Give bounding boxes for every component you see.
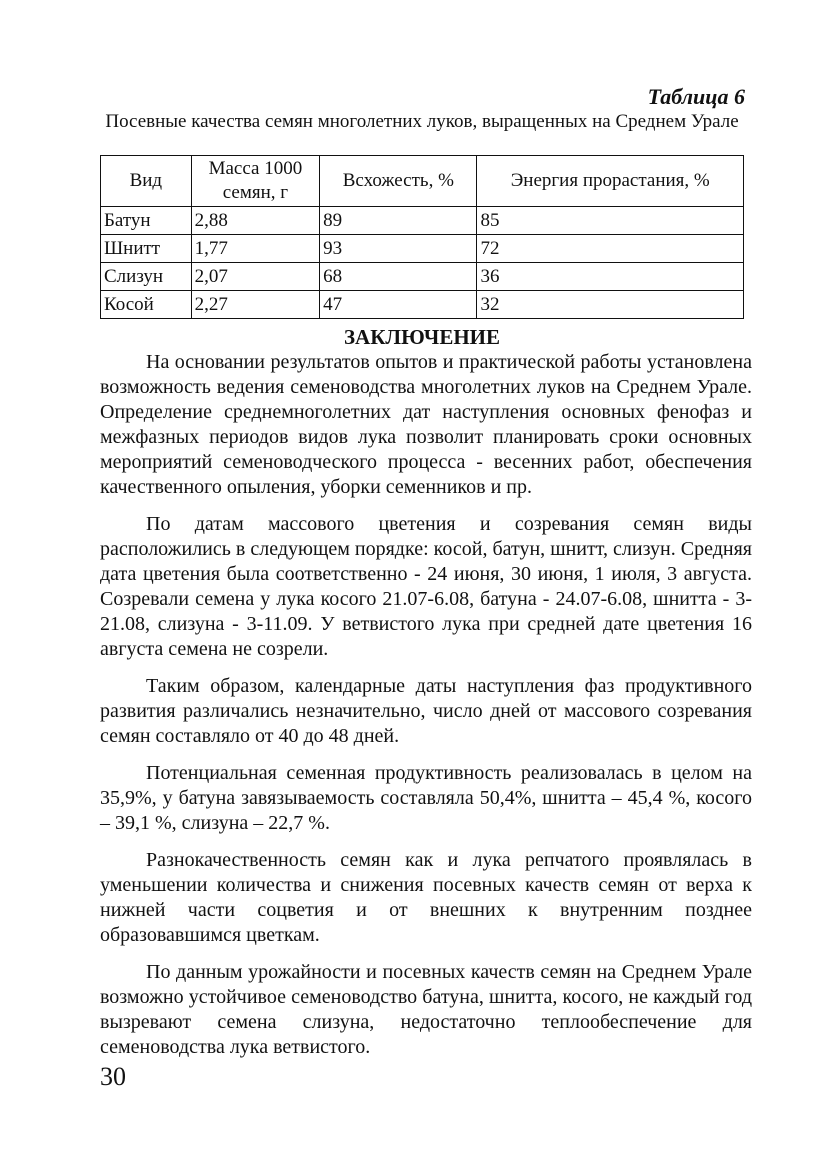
cell-energy: 32: [477, 291, 744, 319]
body-text: [100, 350, 752, 1072]
page-number: 30: [100, 1062, 126, 1091]
section-heading-conclusion: ЗАКЛЮЧЕНИЕ: [343, 325, 501, 349]
table-header-row: [101, 156, 744, 207]
cell-species: Косой: [101, 291, 192, 319]
cell-mass: 2,88: [191, 207, 319, 235]
cell-energy: 36: [477, 263, 744, 291]
seed-quality-table: [100, 155, 744, 319]
header-species: Вид: [101, 156, 192, 207]
cell-energy: 85: [477, 207, 744, 235]
table-row: [101, 263, 744, 291]
cell-mass: 2,27: [191, 291, 319, 319]
paragraph: По данным урожайности и посевных качеств семян на Среднем Урале возможно устойчивое семеноводство батуна, шнитта, косого, не каждый год вызревают семена слизуна, недостаточно теплообеспечение для семеноводства лука ветвистого.: [100, 961, 752, 1058]
cell-germination: 68: [320, 263, 477, 291]
paragraph: Разнокачественность семян как и лука репчатого проявлялась в уменьшении количества и снижения посевных качеств семян от верха к нижней части соцветия и от внешних к внутренним позднее образовавшимся цветкам.: [100, 849, 752, 946]
cell-germination: 89: [320, 207, 477, 235]
cell-mass: 1,77: [191, 235, 319, 263]
paragraph: Потенциальная семенная продуктивность реализовалась в целом на 35,9%, у батуна завязываемость составляла 50,4%, шнитта – 45,4 %, косого – 39,1 %, слизуна – 22,7 %.: [100, 762, 752, 834]
cell-species: Слизун: [101, 263, 192, 291]
cell-germination: 47: [320, 291, 477, 319]
table-row: [101, 235, 744, 263]
table-caption: Посевные качества семян многолетних луков, выращенных на Среднем Урале: [105, 111, 739, 132]
paragraph: На основании результатов опытов и практической работы установлена возможность ведения семеноводства многолетних луков на Среднем Урале. Определение среднемноголетних дат наступления основных фенофаз и межфазных периодов видов лука позволит планировать сроки основных мероприятий семеноводческого процесса - весенних работ, обеспечения качественного опыления, уборки семенников и пр.: [100, 351, 752, 498]
cell-species: Батун: [101, 207, 192, 235]
table-label: Таблица 6: [647, 84, 745, 109]
header-mass-1000: Масса 1000 семян, г: [191, 156, 319, 207]
cell-germination: 93: [320, 235, 477, 263]
cell-energy: 72: [477, 235, 744, 263]
cell-mass: 2,07: [191, 263, 319, 291]
table-row: [101, 291, 744, 319]
table-row: [101, 207, 744, 235]
paragraph: По датам массового цветения и созревания семян виды расположились в следующем порядке: косой, батун, шнитт, слизун. Средняя дата цветения была соответственно - 24 июня, 30 июня, 1 июля, 3 августа. Созревали семена у лука косого 21.07-6.08, батуна - 24.07-6.08, шнитта - 3-21.08, слизуна - 3-11.09. У ветвистого лука при средней дате цветения 16 августа семена не созрели.: [100, 513, 752, 660]
header-germination: Всхожесть, %: [320, 156, 477, 207]
paragraph: Таким образом, календарные даты наступления фаз продуктивного развития различались незначительно, число дней от массового созревания семян составляло от 40 до 48 дней.: [100, 675, 752, 747]
header-germination-energy: Энергия прорастания, %: [477, 156, 744, 207]
cell-species: Шнитт: [101, 235, 192, 263]
